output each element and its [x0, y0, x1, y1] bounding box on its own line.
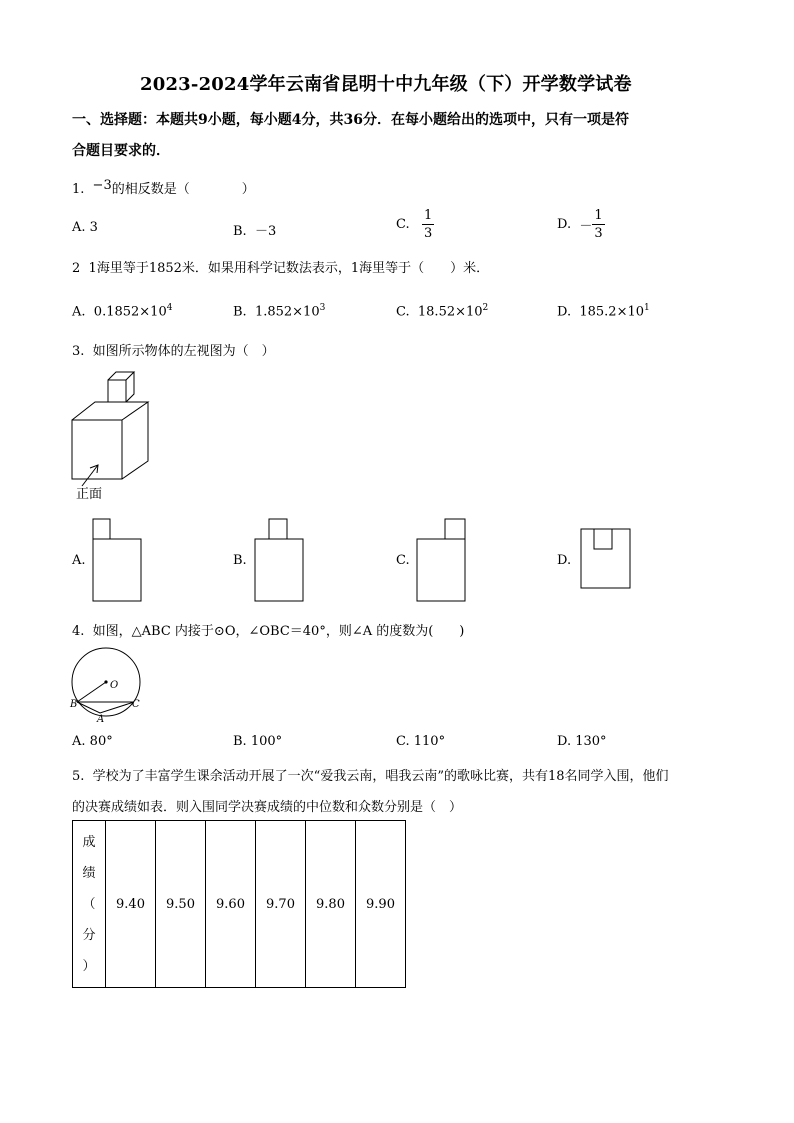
q4-circle-figure	[68, 644, 148, 724]
q3-option-a-label: A.	[72, 553, 86, 568]
question-number: 1.	[72, 182, 85, 197]
label-a: A	[97, 714, 105, 724]
option-value: 100°	[250, 734, 283, 749]
q3-option-c-label: C.	[396, 553, 410, 568]
option-value: 130°	[575, 734, 607, 749]
front-label: 正面	[76, 487, 103, 502]
option-label: C.	[396, 304, 410, 320]
section-heading-line1: 一、选择题：本题共9小题，每小题4分，共36分．在每小题给出的选项中，只有一项是符	[72, 112, 629, 128]
option-label: C.	[396, 217, 410, 232]
q4-option-c	[396, 734, 445, 749]
q2-option-b	[233, 303, 325, 319]
option-exponent: 1	[644, 303, 650, 313]
q2-option-a	[72, 303, 172, 319]
question-2	[72, 257, 489, 276]
numerator: 1	[424, 208, 433, 223]
option-sign: －	[579, 219, 593, 234]
q2-text: 1海里等于1852米．如果用科学记数法表示，1海里等于（ ）米．	[88, 261, 490, 276]
denominator: 3	[594, 226, 603, 241]
label-c: C	[132, 699, 140, 710]
q4-option-b	[233, 734, 282, 749]
q3-option-b-figure	[252, 518, 308, 604]
label-o: O	[110, 680, 119, 691]
option-label: A.	[72, 734, 86, 749]
q2-option-c	[396, 303, 488, 319]
option-label: B.	[233, 224, 247, 239]
header-char: 成	[82, 834, 96, 850]
option-label: B.	[233, 304, 247, 320]
table-cell: 9.40	[106, 821, 156, 988]
q4-text: 如图，△ABC 内接于⊙O，∠OBC＝40°，则∠A 的度数为( )	[92, 624, 465, 639]
q3-object-figure	[68, 368, 158, 503]
header-char: 绩	[82, 865, 96, 881]
q3-text: 如图所示物体的左视图为（ ）	[92, 344, 275, 359]
option-exponent: 4	[166, 303, 173, 313]
center-dot	[104, 680, 107, 683]
option-label: B.	[233, 734, 247, 749]
question-number: 4.	[72, 624, 85, 639]
option-label: D.	[557, 217, 572, 232]
question-number: 3.	[72, 344, 85, 359]
option-exponent: 3	[319, 303, 326, 313]
header-char: ）	[82, 958, 96, 974]
right-face	[122, 402, 148, 479]
option-label: D.	[557, 734, 572, 749]
small-cube-top	[108, 372, 134, 380]
table-header-cell	[73, 821, 106, 988]
q1-option-a	[72, 220, 98, 235]
header-char: 分	[82, 927, 96, 943]
q1-option-b	[233, 220, 276, 239]
q3-option-d-label: D.	[557, 553, 572, 568]
q3-option-a-figure	[90, 518, 144, 604]
option-value: 80°	[89, 734, 113, 749]
question-3	[72, 340, 275, 359]
option-mantissa: 18.52×10	[417, 304, 483, 320]
question-number: 5.	[72, 769, 85, 784]
numerator: 1	[594, 208, 603, 223]
table-cell: 9.50	[156, 821, 206, 988]
option-label: D.	[557, 304, 572, 320]
q2-option-d	[557, 303, 650, 319]
q1-text: 的相反数是（ ）	[111, 182, 255, 197]
option-mantissa: 0.1852×10	[93, 304, 167, 320]
table-cell: 9.80	[306, 821, 356, 988]
header-char: （	[82, 896, 96, 912]
q5-text-line1: 学校为了丰富学生课余活动开展了一次“爱我云南，唱我云南”的歌咏比赛，共有18名同学入围，他们	[92, 769, 669, 784]
option-value: 110°	[413, 734, 446, 749]
q1-option-c	[396, 209, 434, 240]
fraction	[592, 209, 604, 240]
q3-option-c-figure	[414, 518, 470, 604]
option-exponent: 2	[482, 303, 489, 313]
option-mantissa: 1.852×10	[254, 304, 320, 320]
section-heading-line2: 合题目要求的．	[72, 143, 170, 159]
question-number: 2	[72, 261, 81, 276]
option-mantissa: 185.2×10	[579, 304, 645, 320]
question-1	[72, 178, 255, 197]
option-label: A.	[72, 220, 86, 235]
q1-expression: −3	[92, 178, 112, 193]
q4-option-d	[557, 734, 607, 749]
option-value: 3	[89, 220, 98, 235]
q1-option-d	[557, 209, 605, 240]
q4-option-a	[72, 734, 113, 749]
denominator: 3	[424, 226, 433, 241]
question-5-line1	[72, 765, 669, 784]
segments-ba-ac	[77, 702, 134, 713]
table-row	[73, 821, 406, 988]
table-cell: 9.90	[356, 821, 406, 988]
question-5-line2: 的决赛成绩如表．则入围同学决赛成绩的中位数和众数分别是（ ）	[72, 800, 463, 815]
option-label: C.	[396, 734, 410, 749]
option-value: －3	[254, 224, 277, 239]
table-cell: 9.60	[206, 821, 256, 988]
table-cell: 9.70	[256, 821, 306, 988]
top-face	[72, 402, 148, 420]
q3-option-d-figure	[578, 526, 634, 592]
small-cube-front	[108, 380, 126, 402]
option-label: A.	[72, 304, 86, 320]
front-arrow	[82, 465, 98, 486]
score-table	[72, 820, 406, 988]
q3-option-b-label: B.	[233, 553, 247, 568]
question-4	[72, 620, 464, 639]
segment-ob	[77, 682, 106, 702]
label-b: B	[70, 699, 78, 710]
fraction	[422, 209, 434, 240]
page-title: 2023-2024学年云南省昆明十中九年级（下）开学数学试卷	[140, 74, 632, 95]
